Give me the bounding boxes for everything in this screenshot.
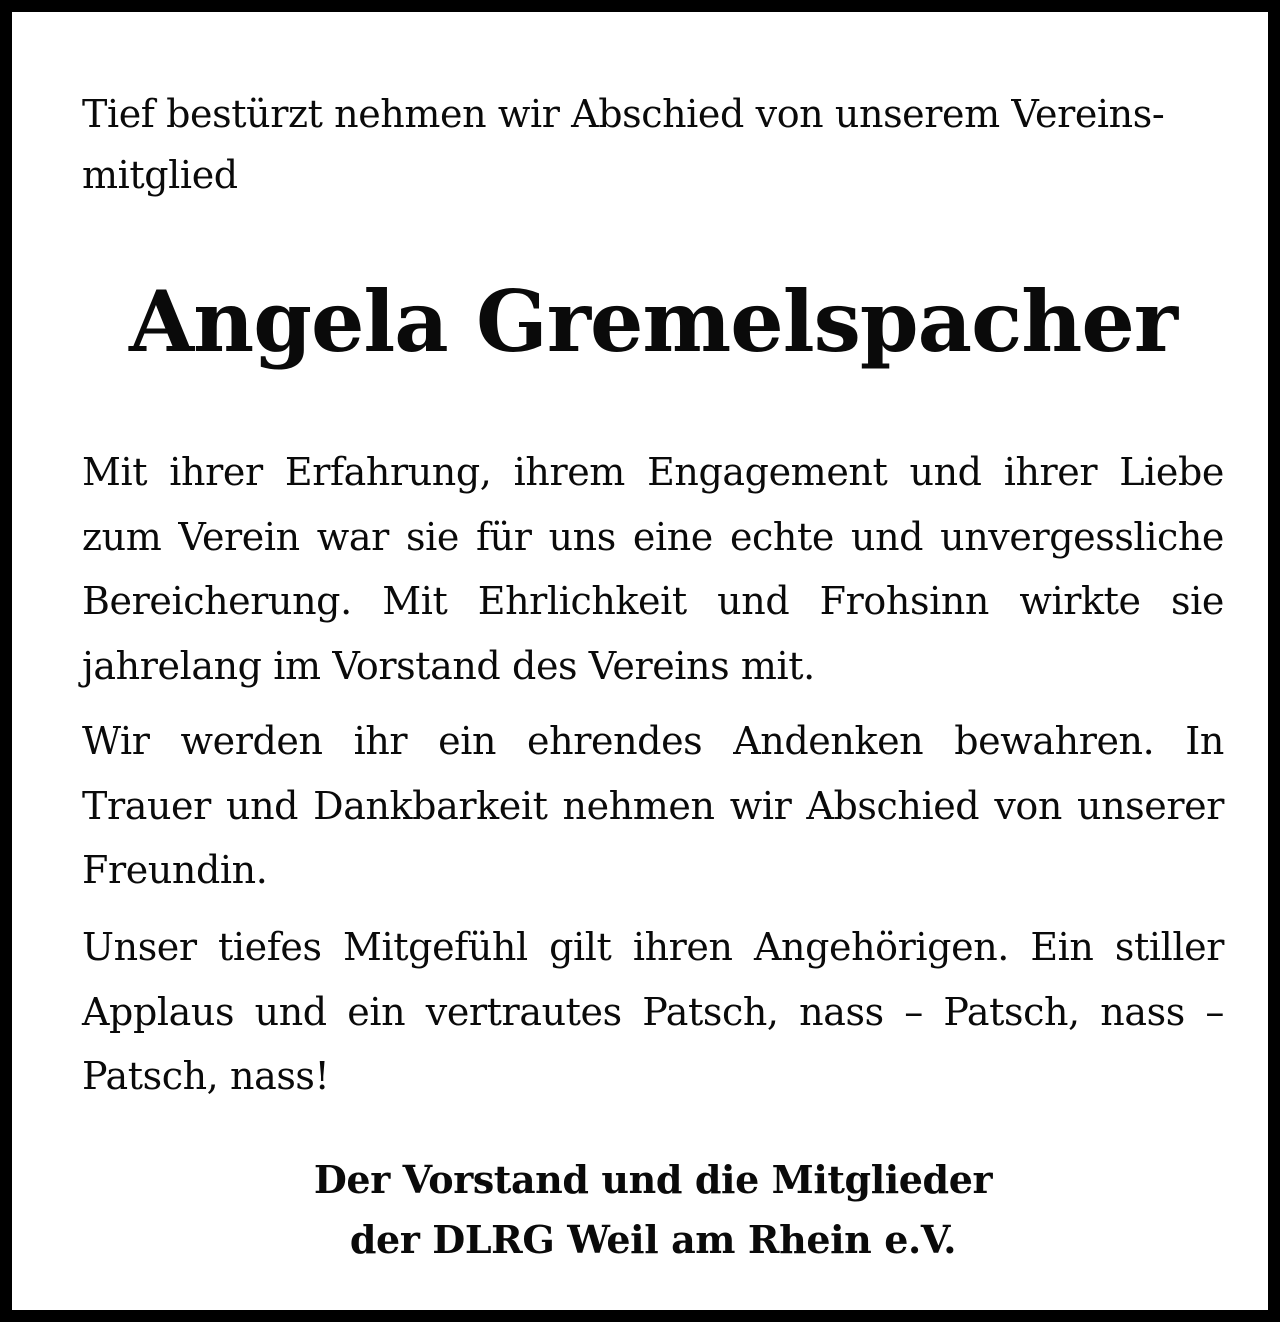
signature-block <box>82 1150 1224 1270</box>
paragraph-remembrance: Wir werden ihr ein ehrendes Andenken bewahren. In Trauer und Dankbarkeit nehmen wir Abschied von unserer Freundin. <box>82 719 1224 892</box>
intro-line-1: Tief bestürzt nehmen wir Abschied von unserem Vereins- <box>82 92 1165 136</box>
signature-line-1: Der Vorstand und die Mitglieder <box>313 1157 993 1202</box>
deceased-name: Angela Gremelspacher <box>128 272 1178 371</box>
signature-line-2: der DLRG Weil am Rhein e.V. <box>349 1217 957 1262</box>
intro-text <box>82 84 1224 206</box>
intro-line-2: mitglied <box>82 153 238 197</box>
paragraph-tribute: Mit ihrer Erfahrung, ihrem Engagement und ihrer Liebe zum Verein war sie für uns eine echte und unvergessliche Bereicherung. Mit Ehrlichkeit und Frohsinn wirkte sie jahrelang im Vorstand des Vereins mit. <box>82 450 1224 688</box>
paragraph-condolence: Unser tiefes Mitgefühl gilt ihren Angehörigen. Ein stiller Applaus und ein vertrautes Patsch, nass – Patsch, nass – Patsch, nass! <box>82 925 1224 1098</box>
